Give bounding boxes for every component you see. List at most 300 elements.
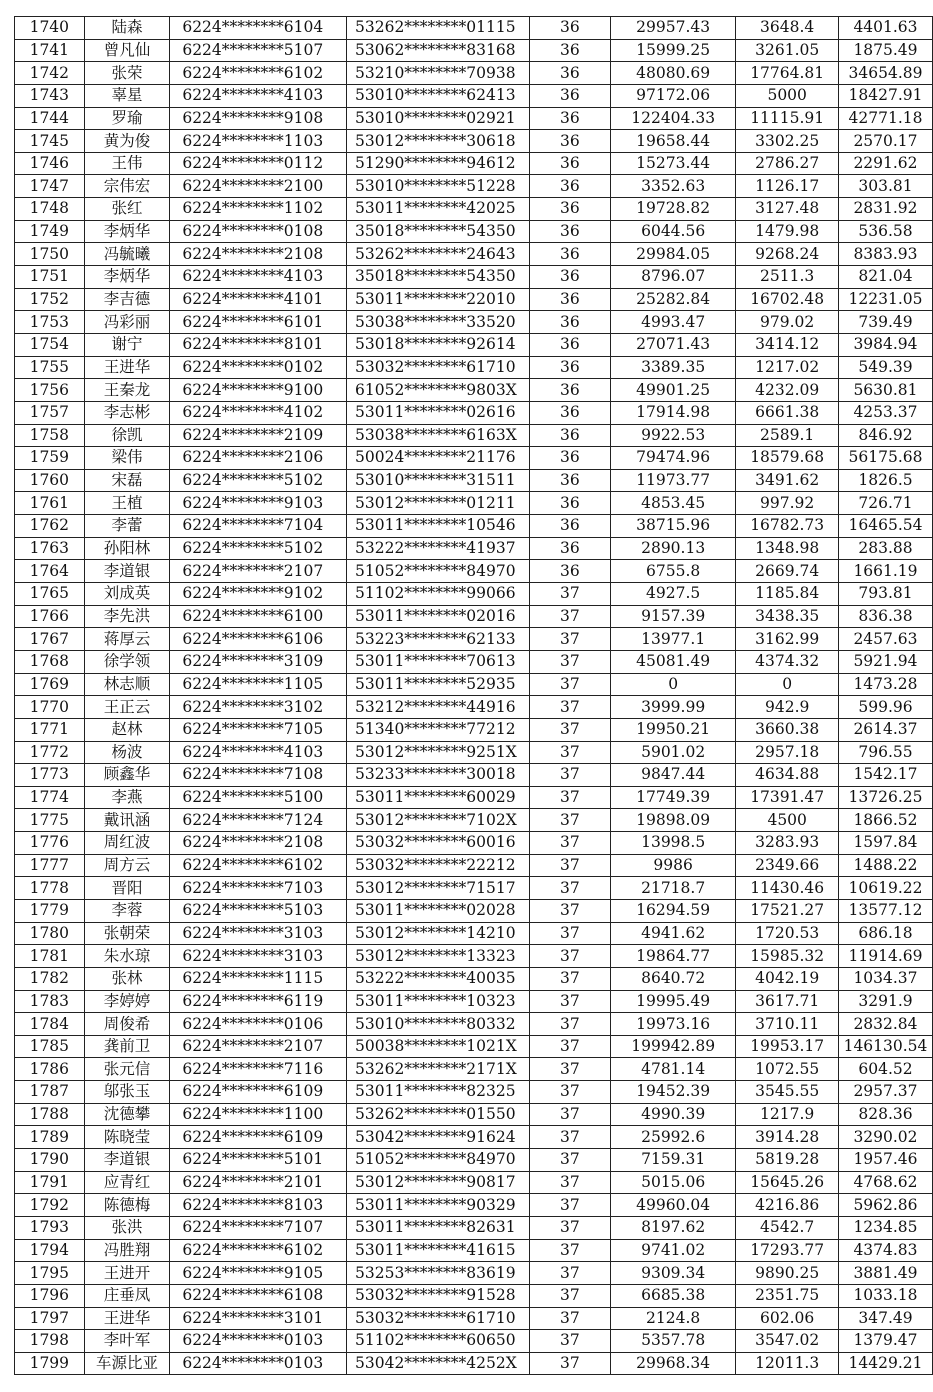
bank-card-cell: 6224********2109 [170, 424, 347, 447]
amount-c-cell: 3984.94 [839, 333, 933, 356]
amount-a-cell: 25992.6 [610, 1126, 735, 1149]
row-number-cell: 1796 [15, 1284, 85, 1307]
amount-c-cell: 1957.46 [839, 1149, 933, 1172]
name-cell: 顾鑫华 [84, 764, 170, 787]
amount-c-cell: 2957.37 [839, 1081, 933, 1104]
table-row [15, 945, 933, 968]
bank-card-cell: 6224********7108 [170, 764, 347, 787]
table-row [15, 877, 933, 900]
amount-c-cell: 2832.84 [839, 1013, 933, 1036]
amount-b-cell: 17391.47 [736, 786, 839, 809]
amount-c-cell: 1597.84 [839, 832, 933, 855]
bank-card-cell: 6224********0106 [170, 1013, 347, 1036]
row-number-cell: 1782 [15, 967, 85, 990]
id-number-cell: 53011********42025 [347, 198, 530, 221]
group-cell: 36 [529, 537, 610, 560]
table-row [15, 379, 933, 402]
amount-b-cell: 3438.35 [736, 605, 839, 628]
name-cell: 李燕 [84, 786, 170, 809]
id-number-cell: 53032********61710 [347, 356, 530, 379]
bank-card-cell: 6224********2108 [170, 832, 347, 855]
amount-a-cell: 8796.07 [610, 266, 735, 289]
row-number-cell: 1798 [15, 1330, 85, 1353]
amount-a-cell: 79474.96 [610, 447, 735, 470]
row-number-cell: 1762 [15, 515, 85, 538]
name-cell: 张元信 [84, 1058, 170, 1081]
row-number-cell: 1749 [15, 220, 85, 243]
id-number-cell: 53223********62133 [347, 628, 530, 651]
bank-card-cell: 6224********0103 [170, 1330, 347, 1353]
bank-card-cell: 6224********9102 [170, 583, 347, 606]
row-number-cell: 1777 [15, 854, 85, 877]
amount-a-cell: 5901.02 [610, 741, 735, 764]
table-row [15, 854, 933, 877]
table-row [15, 696, 933, 719]
table-row [15, 1103, 933, 1126]
row-number-cell: 1746 [15, 152, 85, 175]
table-row [15, 605, 933, 628]
amount-c-cell: 5630.81 [839, 379, 933, 402]
amount-c-cell: 1661.19 [839, 560, 933, 583]
id-number-cell: 53212********44916 [347, 696, 530, 719]
group-cell: 37 [529, 1330, 610, 1353]
name-cell: 李叶军 [84, 1330, 170, 1353]
amount-b-cell: 3261.05 [736, 39, 839, 62]
amount-a-cell: 21718.7 [610, 877, 735, 900]
amount-b-cell: 2957.18 [736, 741, 839, 764]
table-row [15, 492, 933, 515]
group-cell: 37 [529, 899, 610, 922]
bank-card-cell: 6224********4103 [170, 266, 347, 289]
amount-a-cell: 29968.34 [610, 1352, 735, 1375]
amount-c-cell: 686.18 [839, 922, 933, 945]
row-number-cell: 1783 [15, 990, 85, 1013]
amount-c-cell: 42771.18 [839, 107, 933, 130]
table-row [15, 673, 933, 696]
name-cell: 李炳华 [84, 220, 170, 243]
bank-card-cell: 6224********5100 [170, 786, 347, 809]
row-number-cell: 1742 [15, 62, 85, 85]
name-cell: 李道银 [84, 1149, 170, 1172]
group-cell: 36 [529, 288, 610, 311]
bank-card-cell: 6224********1105 [170, 673, 347, 696]
bank-card-cell: 6224********4103 [170, 84, 347, 107]
amount-a-cell: 4781.14 [610, 1058, 735, 1081]
amount-c-cell: 821.04 [839, 266, 933, 289]
group-cell: 37 [529, 967, 610, 990]
table-row [15, 583, 933, 606]
name-cell: 黄为俊 [84, 130, 170, 153]
table-row [15, 17, 933, 40]
amount-b-cell: 3414.12 [736, 333, 839, 356]
row-number-cell: 1779 [15, 899, 85, 922]
bank-card-cell: 6224********9108 [170, 107, 347, 130]
bank-card-cell: 6224********7124 [170, 809, 347, 832]
id-number-cell: 53262********24643 [347, 243, 530, 266]
amount-b-cell: 15985.32 [736, 945, 839, 968]
row-number-cell: 1776 [15, 832, 85, 855]
group-cell: 37 [529, 1352, 610, 1375]
bank-card-cell: 6224********6102 [170, 1239, 347, 1262]
amount-a-cell: 6044.56 [610, 220, 735, 243]
group-cell: 37 [529, 1081, 610, 1104]
name-cell: 王植 [84, 492, 170, 515]
name-cell: 张红 [84, 198, 170, 221]
amount-b-cell: 5000 [736, 84, 839, 107]
amount-a-cell: 9922.53 [610, 424, 735, 447]
table-row [15, 1239, 933, 1262]
id-number-cell: 61052********9803X [347, 379, 530, 402]
name-cell: 陈德梅 [84, 1194, 170, 1217]
id-number-cell: 53042********91624 [347, 1126, 530, 1149]
id-number-cell: 53010********80332 [347, 1013, 530, 1036]
amount-b-cell: 997.92 [736, 492, 839, 515]
bank-card-cell: 6224********5107 [170, 39, 347, 62]
id-number-cell: 51102********99066 [347, 583, 530, 606]
table-row [15, 650, 933, 673]
bank-card-cell: 6224********6100 [170, 605, 347, 628]
amount-a-cell: 3389.35 [610, 356, 735, 379]
amount-a-cell: 49960.04 [610, 1194, 735, 1217]
bank-card-cell: 6224********9105 [170, 1262, 347, 1285]
id-number-cell: 53011********10546 [347, 515, 530, 538]
amount-b-cell: 1185.84 [736, 583, 839, 606]
amount-a-cell: 4993.47 [610, 311, 735, 334]
row-number-cell: 1747 [15, 175, 85, 198]
table-row [15, 741, 933, 764]
amount-a-cell: 6755.8 [610, 560, 735, 583]
bank-card-cell: 6224********7107 [170, 1216, 347, 1239]
bank-card-cell: 6224********5102 [170, 469, 347, 492]
table-row [15, 786, 933, 809]
name-cell: 邬张玉 [84, 1081, 170, 1104]
name-cell: 龚前卫 [84, 1035, 170, 1058]
group-cell: 37 [529, 1058, 610, 1081]
amount-c-cell: 146130.54 [839, 1035, 933, 1058]
id-number-cell: 51340********77212 [347, 718, 530, 741]
amount-c-cell: 4374.83 [839, 1239, 933, 1262]
table-row [15, 628, 933, 651]
id-number-cell: 53018********92614 [347, 333, 530, 356]
amount-a-cell: 2890.13 [610, 537, 735, 560]
group-cell: 37 [529, 1216, 610, 1239]
table-row [15, 469, 933, 492]
amount-b-cell: 2786.27 [736, 152, 839, 175]
row-number-cell: 1780 [15, 922, 85, 945]
bank-card-cell: 6224********0103 [170, 1352, 347, 1375]
row-number-cell: 1778 [15, 877, 85, 900]
group-cell: 37 [529, 832, 610, 855]
amount-c-cell: 4401.63 [839, 17, 933, 40]
row-number-cell: 1740 [15, 17, 85, 40]
group-cell: 37 [529, 696, 610, 719]
name-cell: 李先洪 [84, 605, 170, 628]
table-row [15, 447, 933, 470]
group-cell: 37 [529, 945, 610, 968]
amount-a-cell: 48080.69 [610, 62, 735, 85]
amount-c-cell: 599.96 [839, 696, 933, 719]
bank-card-cell: 6224********0102 [170, 356, 347, 379]
name-cell: 林志顺 [84, 673, 170, 696]
bank-card-cell: 6224********7116 [170, 1058, 347, 1081]
amount-b-cell: 3648.4 [736, 17, 839, 40]
amount-c-cell: 4768.62 [839, 1171, 933, 1194]
name-cell: 曾凡仙 [84, 39, 170, 62]
amount-a-cell: 2124.8 [610, 1307, 735, 1330]
row-number-cell: 1797 [15, 1307, 85, 1330]
id-number-cell: 53253********83619 [347, 1262, 530, 1285]
amount-a-cell: 17749.39 [610, 786, 735, 809]
amount-a-cell: 97172.06 [610, 84, 735, 107]
amount-a-cell: 13977.1 [610, 628, 735, 651]
amount-b-cell: 1720.53 [736, 922, 839, 945]
bank-card-cell: 6224********9103 [170, 492, 347, 515]
amount-c-cell: 3291.9 [839, 990, 933, 1013]
id-number-cell: 53222********41937 [347, 537, 530, 560]
row-number-cell: 1768 [15, 650, 85, 673]
table-row [15, 220, 933, 243]
name-cell: 冯胜翔 [84, 1239, 170, 1262]
row-number-cell: 1760 [15, 469, 85, 492]
id-number-cell: 53011********90329 [347, 1194, 530, 1217]
amount-a-cell: 7159.31 [610, 1149, 735, 1172]
bank-card-cell: 6224********6102 [170, 854, 347, 877]
table-row [15, 1330, 933, 1353]
id-number-cell: 53262********01550 [347, 1103, 530, 1126]
name-cell: 孙阳林 [84, 537, 170, 560]
amount-a-cell: 4853.45 [610, 492, 735, 515]
amount-b-cell: 3545.55 [736, 1081, 839, 1104]
row-number-cell: 1761 [15, 492, 85, 515]
name-cell: 王进开 [84, 1262, 170, 1285]
id-number-cell: 53038********33520 [347, 311, 530, 334]
amount-b-cell: 2351.75 [736, 1284, 839, 1307]
row-number-cell: 1799 [15, 1352, 85, 1375]
amount-a-cell: 11973.77 [610, 469, 735, 492]
bank-card-cell: 6224********3102 [170, 696, 347, 719]
id-number-cell: 53010********31511 [347, 469, 530, 492]
bank-card-cell: 6224********6102 [170, 62, 347, 85]
table-row [15, 1149, 933, 1172]
amount-b-cell: 1126.17 [736, 175, 839, 198]
table-row [15, 1262, 933, 1285]
amount-c-cell: 739.49 [839, 311, 933, 334]
id-number-cell: 53011********82325 [347, 1081, 530, 1104]
bank-card-cell: 6224********6101 [170, 311, 347, 334]
row-number-cell: 1767 [15, 628, 85, 651]
amount-b-cell: 12011.3 [736, 1352, 839, 1375]
amount-c-cell: 1875.49 [839, 39, 933, 62]
amount-c-cell: 1866.52 [839, 809, 933, 832]
table-row [15, 1081, 933, 1104]
name-cell: 王进华 [84, 1307, 170, 1330]
amount-a-cell: 5357.78 [610, 1330, 735, 1353]
id-number-cell: 53011********52935 [347, 673, 530, 696]
amount-b-cell: 3491.62 [736, 469, 839, 492]
group-cell: 37 [529, 1239, 610, 1262]
amount-c-cell: 1473.28 [839, 673, 933, 696]
id-number-cell: 53233********30018 [347, 764, 530, 787]
id-number-cell: 53222********40035 [347, 967, 530, 990]
table-row [15, 1194, 933, 1217]
amount-b-cell: 3127.48 [736, 198, 839, 221]
table-row [15, 832, 933, 855]
amount-c-cell: 2614.37 [839, 718, 933, 741]
id-number-cell: 53010********62413 [347, 84, 530, 107]
amount-a-cell: 19864.77 [610, 945, 735, 968]
name-cell: 刘成英 [84, 583, 170, 606]
name-cell: 陆森 [84, 17, 170, 40]
name-cell: 李吉德 [84, 288, 170, 311]
group-cell: 36 [529, 130, 610, 153]
table-row [15, 1126, 933, 1149]
bank-card-cell: 6224********8103 [170, 1194, 347, 1217]
bank-card-cell: 6224********4101 [170, 288, 347, 311]
id-number-cell: 53011********70613 [347, 650, 530, 673]
amount-c-cell: 1033.18 [839, 1284, 933, 1307]
amount-a-cell: 19728.82 [610, 198, 735, 221]
name-cell: 应青红 [84, 1171, 170, 1194]
table-row [15, 175, 933, 198]
amount-a-cell: 4941.62 [610, 922, 735, 945]
amount-c-cell: 18427.91 [839, 84, 933, 107]
table-row [15, 1307, 933, 1330]
amount-a-cell: 4927.5 [610, 583, 735, 606]
amount-a-cell: 19950.21 [610, 718, 735, 741]
row-number-cell: 1794 [15, 1239, 85, 1262]
amount-b-cell: 2511.3 [736, 266, 839, 289]
row-number-cell: 1764 [15, 560, 85, 583]
amount-b-cell: 4500 [736, 809, 839, 832]
bank-card-cell: 6224********6109 [170, 1126, 347, 1149]
amount-b-cell: 2349.66 [736, 854, 839, 877]
table-row [15, 1352, 933, 1375]
id-number-cell: 53210********70938 [347, 62, 530, 85]
id-number-cell: 53012********14210 [347, 922, 530, 945]
row-number-cell: 1744 [15, 107, 85, 130]
amount-c-cell: 796.55 [839, 741, 933, 764]
group-cell: 36 [529, 175, 610, 198]
table-row [15, 152, 933, 175]
row-number-cell: 1795 [15, 1262, 85, 1285]
amount-b-cell: 3914.28 [736, 1126, 839, 1149]
row-number-cell: 1741 [15, 39, 85, 62]
group-cell: 37 [529, 583, 610, 606]
table-row [15, 560, 933, 583]
amount-b-cell: 19953.17 [736, 1035, 839, 1058]
name-cell: 罗瑜 [84, 107, 170, 130]
name-cell: 张林 [84, 967, 170, 990]
id-number-cell: 53012********01211 [347, 492, 530, 515]
row-number-cell: 1763 [15, 537, 85, 560]
table-row [15, 764, 933, 787]
name-cell: 张荣 [84, 62, 170, 85]
row-number-cell: 1769 [15, 673, 85, 696]
table-row [15, 1013, 933, 1036]
group-cell: 37 [529, 1194, 610, 1217]
amount-c-cell: 10619.22 [839, 877, 933, 900]
group-cell: 37 [529, 673, 610, 696]
amount-a-cell: 9986 [610, 854, 735, 877]
amount-c-cell: 2570.17 [839, 130, 933, 153]
amount-b-cell: 4216.86 [736, 1194, 839, 1217]
amount-a-cell: 17914.98 [610, 401, 735, 424]
table-row [15, 288, 933, 311]
amount-b-cell: 3617.71 [736, 990, 839, 1013]
amount-b-cell: 9890.25 [736, 1262, 839, 1285]
table-row [15, 84, 933, 107]
name-cell: 赵林 [84, 718, 170, 741]
amount-c-cell: 1234.85 [839, 1216, 933, 1239]
row-number-cell: 1748 [15, 198, 85, 221]
row-number-cell: 1775 [15, 809, 85, 832]
group-cell: 36 [529, 333, 610, 356]
name-cell: 王伟 [84, 152, 170, 175]
group-cell: 36 [529, 152, 610, 175]
row-number-cell: 1751 [15, 266, 85, 289]
amount-c-cell: 726.71 [839, 492, 933, 515]
bank-card-cell: 6224********6108 [170, 1284, 347, 1307]
amount-a-cell: 45081.49 [610, 650, 735, 673]
group-cell: 37 [529, 854, 610, 877]
group-cell: 37 [529, 605, 610, 628]
row-number-cell: 1759 [15, 447, 85, 470]
amount-b-cell: 17293.77 [736, 1239, 839, 1262]
row-number-cell: 1787 [15, 1081, 85, 1104]
amount-c-cell: 2457.63 [839, 628, 933, 651]
id-number-cell: 53032********61710 [347, 1307, 530, 1330]
amount-c-cell: 1488.22 [839, 854, 933, 877]
amount-a-cell: 29984.05 [610, 243, 735, 266]
id-number-cell: 53011********22010 [347, 288, 530, 311]
amount-c-cell: 13726.25 [839, 786, 933, 809]
bank-card-cell: 6224********1100 [170, 1103, 347, 1126]
table-row [15, 899, 933, 922]
amount-a-cell: 9157.39 [610, 605, 735, 628]
id-number-cell: 53012********7102X [347, 809, 530, 832]
amount-c-cell: 793.81 [839, 583, 933, 606]
group-cell: 37 [529, 741, 610, 764]
table-row [15, 1035, 933, 1058]
group-cell: 37 [529, 650, 610, 673]
amount-c-cell: 34654.89 [839, 62, 933, 85]
id-number-cell: 53042********4252X [347, 1352, 530, 1375]
amount-c-cell: 836.38 [839, 605, 933, 628]
amount-b-cell: 3302.25 [736, 130, 839, 153]
row-number-cell: 1757 [15, 401, 85, 424]
group-cell: 37 [529, 1262, 610, 1285]
bank-card-cell: 6224********7104 [170, 515, 347, 538]
amount-c-cell: 549.39 [839, 356, 933, 379]
name-cell: 王正云 [84, 696, 170, 719]
amount-c-cell: 536.58 [839, 220, 933, 243]
id-number-cell: 53011********60029 [347, 786, 530, 809]
group-cell: 37 [529, 1103, 610, 1126]
id-number-cell: 53011********41615 [347, 1239, 530, 1262]
bank-card-cell: 6224********2106 [170, 447, 347, 470]
bank-card-cell: 6224********6104 [170, 17, 347, 40]
id-number-cell: 53012********13323 [347, 945, 530, 968]
group-cell: 37 [529, 628, 610, 651]
amount-a-cell: 15999.25 [610, 39, 735, 62]
name-cell: 李道银 [84, 560, 170, 583]
amount-c-cell: 283.88 [839, 537, 933, 560]
bank-card-cell: 6224********4103 [170, 741, 347, 764]
row-number-cell: 1753 [15, 311, 85, 334]
amount-b-cell: 3283.93 [736, 832, 839, 855]
amount-c-cell: 303.81 [839, 175, 933, 198]
bank-card-cell: 6224********2107 [170, 560, 347, 583]
